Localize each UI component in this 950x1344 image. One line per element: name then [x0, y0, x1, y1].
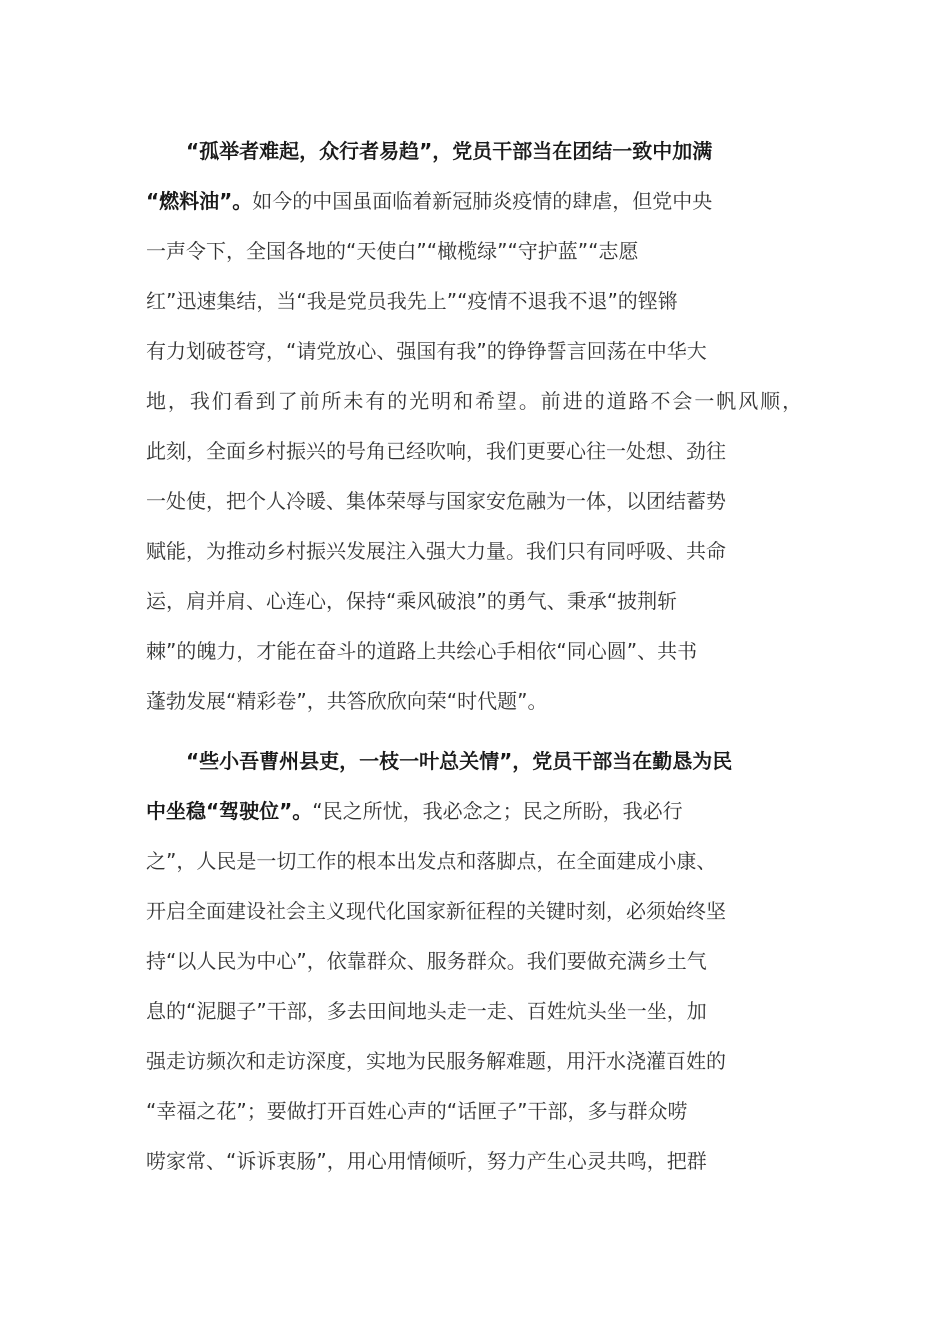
paragraph-1-line-6-text: 地，我们看到了前所未有的光明和希望。前进的道路不会一帆风顺， [146, 389, 804, 413]
paragraph-1-line-8 [146, 486, 726, 516]
paragraph-1-line-3-text: 一声令下，全国各地的“天使白”“橄榄绿”“守护蓝”“志愿 [146, 239, 639, 263]
paragraph-2-line-2-text: “民之所忧，我必念之；民之所盼，我必行 [312, 799, 683, 823]
paragraph-2-line-4 [146, 896, 726, 926]
paragraph-1-line-6 [146, 386, 804, 416]
paragraph-1-line-9 [146, 536, 726, 566]
paragraph-2-line-2 [146, 796, 683, 826]
paragraph-2-line-6-text: 息的“泥腿子”干部，多去田间地头走一走、百姓炕头坐一坐，加 [146, 999, 707, 1023]
paragraph-1-line-7-text: 此刻，全面乡村振兴的号角已经吹响，我们更要心往一处想、劲往 [146, 439, 726, 463]
paragraph-2-line-8 [146, 1096, 687, 1126]
paragraph-1-line-7 [146, 436, 726, 466]
paragraph-1-line-5-text: 有力划破苍穹，“请党放心、强国有我”的铮铮誓言回荡在中华大 [146, 339, 707, 363]
paragraph-1-line-10 [146, 586, 677, 616]
paragraph-2-line-7 [146, 1046, 726, 1076]
paragraph-2-line-5 [146, 946, 707, 976]
paragraph-1-line-10-text: 运，肩并肩、心连心，保持“乘风破浪”的勇气、秉承“披荆斩 [146, 589, 678, 613]
paragraph-2-line-6 [146, 996, 707, 1026]
paragraph-2-line-9 [146, 1146, 707, 1176]
paragraph-2-line-1-bold: “些小吾曹州县吏，一枝一叶总关情”，党员干部当在勤恳为民 [186, 749, 733, 773]
paragraph-2-line-3-text: 之”，人民是一切工作的根本出发点和落脚点，在全面建成小康、 [146, 849, 717, 873]
paragraph-1-line-2 [146, 186, 712, 216]
paragraph-2-line-1 [186, 746, 732, 776]
paragraph-1-line-1 [186, 136, 712, 166]
paragraph-1-line-2-bold: “燃料油”。 [146, 189, 253, 213]
paragraph-1-line-11 [146, 636, 697, 666]
paragraph-1-line-1-bold: “孤举者难起，众行者易趋”，党员干部当在团结一致中加满 [186, 139, 713, 163]
paragraph-2-line-5-text: 持“以人民为中心”，依靠群众、服务群众。我们要做充满乡土气 [146, 949, 707, 973]
paragraph-2-line-7-text: 强走访频次和走访深度，实地为民服务解难题，用汗水浇灌百姓的 [146, 1049, 726, 1073]
paragraph-1-line-2-text: 如今的中国虽面临着新冠肺炎疫情的肆虐，但党中央 [252, 189, 713, 213]
paragraph-1-line-8-text: 一处使，把个人冷暖、集体荣辱与国家安危融为一体，以团结蓄势 [146, 489, 726, 513]
paragraph-2-line-2-bold: 中坐稳“驾驶位”。 [146, 799, 313, 823]
paragraph-1-line-11-text: 棘”的魄力，才能在奋斗的道路上共绘心手相依“同心圆”、共书 [146, 639, 698, 663]
paragraph-1-line-5 [146, 336, 707, 366]
paragraph-1-line-12 [146, 686, 547, 716]
paragraph-2-line-9-text: 唠家常、“诉诉衷肠”，用心用情倾听，努力产生心灵共鸣，把群 [146, 1149, 707, 1173]
paragraph-2-line-8-text: “幸福之花”；要做打开百姓心声的“话匣子”干部，多与群众唠 [146, 1099, 688, 1123]
paragraph-1-line-12-text: 蓬勃发展“精彩卷”，共答欣欣向荣“时代题”。 [146, 689, 548, 713]
paragraph-1-line-4 [146, 286, 678, 316]
paragraph-1-line-9-text: 赋能，为推动乡村振兴发展注入强大力量。我们只有同呼吸、共命 [146, 539, 726, 563]
paragraph-1-line-3 [146, 236, 639, 266]
paragraph-1-line-4-text: 红”迅速集结，当“我是党员我先上”“疫情不退我不退”的铿锵 [146, 289, 678, 313]
paragraph-2-line-4-text: 开启全面建设社会主义现代化国家新征程的关键时刻，必须始终坚 [146, 899, 726, 923]
paragraph-2-line-3 [146, 846, 716, 876]
